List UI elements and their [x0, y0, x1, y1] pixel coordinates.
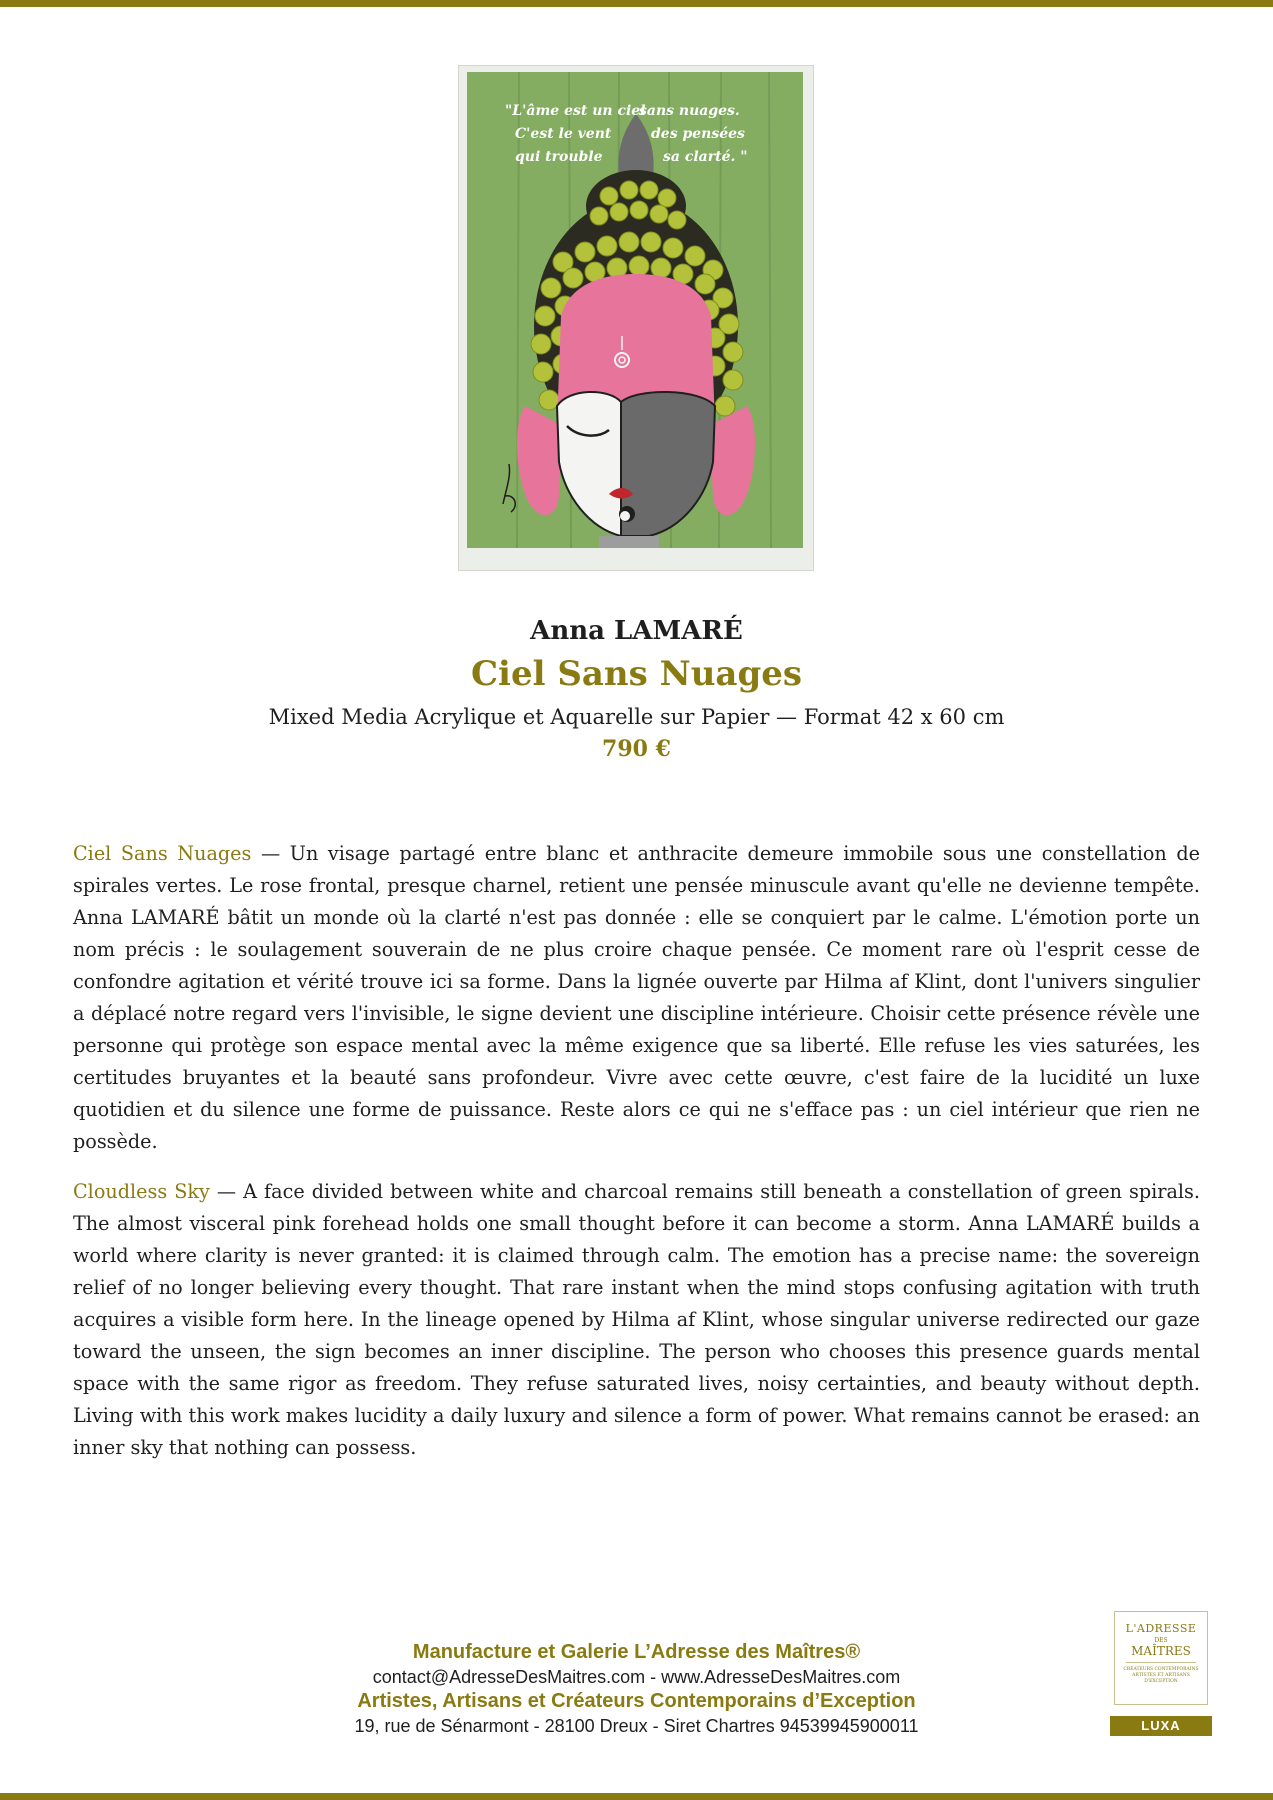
logo-line: DES: [1154, 1637, 1168, 1644]
bottom-border: [0, 1793, 1273, 1800]
logo-line: L'ADRESSE: [1125, 1622, 1197, 1635]
footer-tagline: Artistes, Artisans et Créateurs Contemporains d’Exception: [357, 1690, 916, 1712]
description-en-lead: Cloudless Sky: [73, 1180, 210, 1203]
luxa-badge: LUXA: [1110, 1716, 1212, 1736]
logo-line: MAÎTRES: [1131, 1644, 1191, 1658]
quote-line: qui trouble: [515, 149, 603, 165]
quote-line: sans nuages.: [639, 103, 740, 119]
artwork-title: Ciel Sans Nuages: [470, 654, 803, 694]
gallery-logo: [1114, 1611, 1208, 1705]
quote-line: sa clarté. ": [663, 149, 748, 165]
description-fr-lead: Ciel Sans Nuages: [73, 842, 252, 865]
footer-contact: contact@AdresseDesMaitres.com - www.AdresseDesMaitres.com: [372, 1667, 901, 1687]
quote-line: "L'âme est un ciel: [505, 103, 646, 119]
artwork-image: [459, 66, 813, 570]
artist-name: Anna LAMARÉ: [530, 616, 743, 646]
footer-address: 19, rue de Sénarmont - 28100 Dreux - Siret Chartres 94539945900011: [354, 1716, 919, 1736]
footer-company: Manufacture et Galerie L’Adresse des Maîtres®: [412, 1641, 861, 1663]
quote-line: des pensées: [651, 126, 745, 142]
description-fr-text: — Un visage partagé entre blanc et anthracite demeure immobile sous une constellation de spirales vertes. Le rose frontal, presque charnel, retient une pensée minuscule avant qu'elle ne devienne tempête. Anna LAMARÉ bâtit un monde où la clarté n'est pas donnée : elle se conquiert par le calme. L'émotion porte un nom précis : le soulagement souverain de ne plus croire chaque pensée. Ce moment rare où l'esprit cesse de confondre agitation et vérité trouve ici sa forme. Dans la lignée ouverte par Hilma af Klint, dont l'univers singulier a déplacé notre regard vers l'invisible, le signe devient une discipline intérieure. Choisir cette présence révèle une personne qui protège son espace mental avec la même exigence que sa liberté. Elle refuse les vies saturées, les certitudes bruyantes et la beauté sans profondeur. Vivre avec cette œuvre, c'est faire de la lucidité un luxe quotidien et du silence une forme de puissance. Reste alors ce qui ne s'efface pas : un ciel intérieur que rien ne possède.: [73, 842, 1200, 1153]
artwork-description: [73, 838, 1200, 1482]
description-fr: [73, 838, 1200, 1158]
footer: [300, 1640, 973, 1738]
logo-divider: [1126, 1662, 1196, 1663]
logo-subtitle: CRÉATEURS CONTEMPORAINS ARTISTES ET ARTISANS D'EXCEPTION: [1123, 1667, 1199, 1684]
artwork-medium: Mixed Media Acrylique et Aquarelle sur Papier — Format 42 x 60 cm: [268, 705, 1005, 729]
top-border: [0, 0, 1273, 7]
artwork-info: [0, 612, 1273, 764]
painting-illustration: [459, 66, 813, 570]
artwork-price: 790 €: [602, 736, 671, 762]
quote-line: C'est le vent: [515, 126, 612, 142]
description-en: [73, 1176, 1200, 1464]
description-en-text: — A face divided between white and charcoal remains still beneath a constellation of green spirals. The almost visceral pink forehead holds one small thought before it can become a storm. Anna LAMARÉ builds a world where clarity is never granted: it is claimed through calm. The emotion has a precise name: the sovereign relief of no longer believing every thought. That rare instant when the mind stops confusing agitation with truth acquires a visible form here. In the lineage opened by Hilma af Klint, whose singular universe redirected our gaze toward the unseen, the sign becomes an inner discipline. The person who chooses this presence guards mental space with the same rigor as freedom. They refuse saturated lives, noisy certainties, and beauty without depth. Living with this work makes lucidity a daily luxury and silence a form of power. What remains cannot be erased: an inner sky that nothing can possess.: [73, 1180, 1200, 1459]
